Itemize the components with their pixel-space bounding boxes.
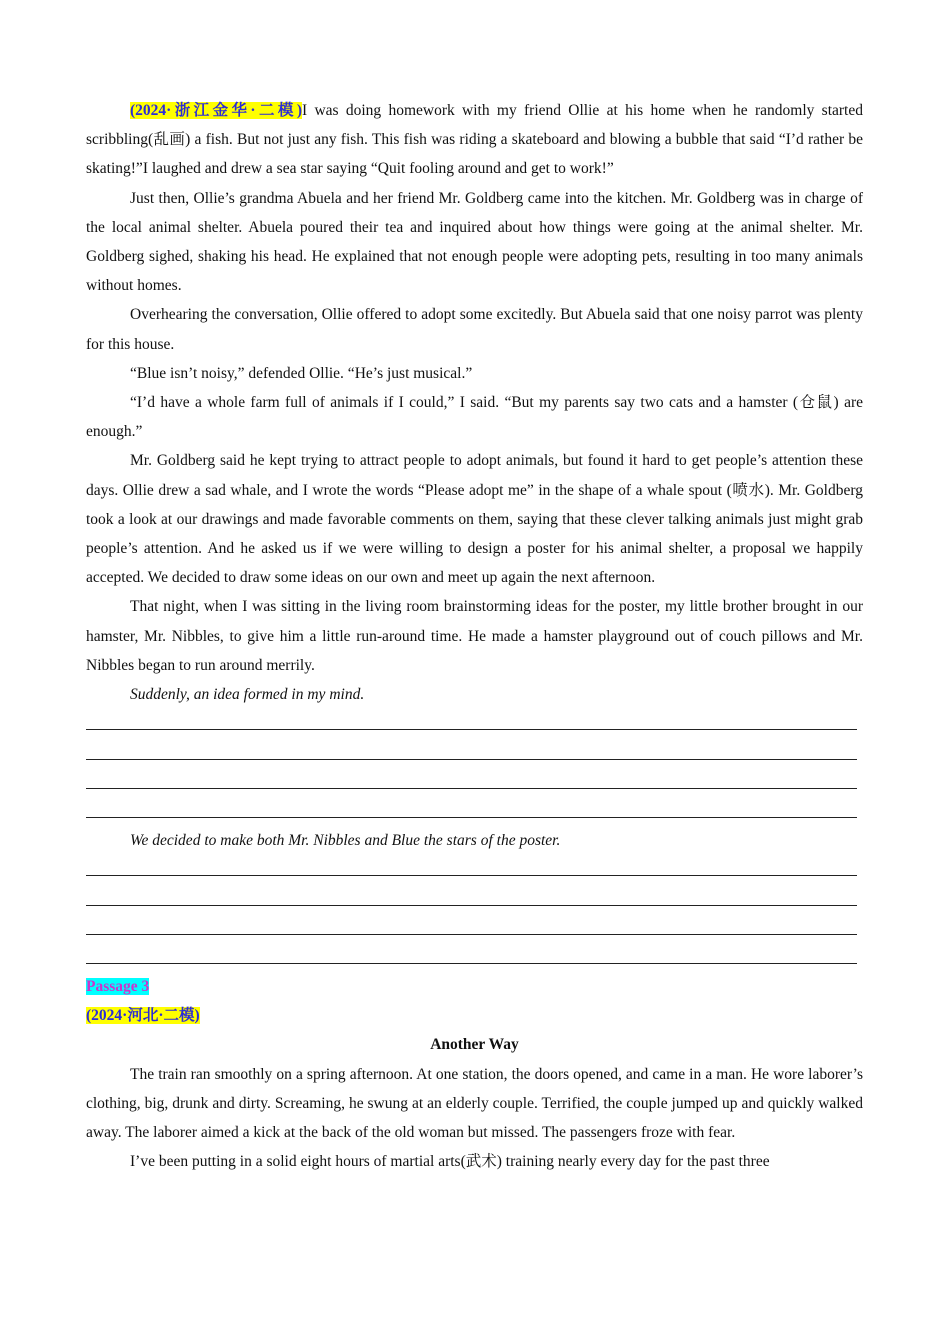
passage3-paragraph-2: I’ve been putting in a solid eight hours of martial arts(武术) training nearly every day for the past three [130, 1153, 770, 1171]
passage3-paragraph-1: The train ran smoothly on a spring afternoon. At one station, the doors opened, and came in a man. He wore laborer’s clothing, big, drunk and dirty. Screaming, he swung at an elderly couple. Terrified, the couple jumped up and quickly walked away. The laborer aimed a kick at the back of the old woman but missed. The passengers froze with fear. [86, 1065, 863, 1141]
answer-line [86, 935, 857, 964]
document-page [86, 96, 863, 1176]
answer-line [86, 760, 857, 789]
source-tag: (2024·河北·二模) [86, 1007, 200, 1025]
source-tag: (2024·浙江金华·二模) [130, 102, 303, 119]
passage3-source-row [86, 1001, 863, 1030]
passage-label: Passage 3 [86, 977, 150, 995]
answer-lines-1 [86, 709, 863, 826]
answer-line [86, 789, 857, 818]
continuation-prompt-1: Suddenly, an idea formed in my mind. [130, 686, 365, 704]
answer-line [86, 876, 857, 905]
paragraph-text: I was doing homework with my friend Ollie at his home when he randomly started scribbling(乱画) a fish. But not just any fish. This fish was riding a skateboard and blowing a bubble that said “I’d rather be skating!”I laughed and drew a sea star saying “Quit fooling around and get to work!” [86, 102, 863, 178]
continuation-prompt-2: We decided to make both Mr. Nibbles and Blue the stars of the poster. [130, 832, 561, 850]
answer-lines-2 [86, 855, 863, 972]
passage2-paragraph-5: “I’d have a whole farm full of animals if I could,” I said. “But my parents say two cats and a hamster (仓鼠) are enough.” [86, 394, 863, 441]
passage2-paragraph-3: Overhearing the conversation, Ollie offered to adopt some excitedly. But Abuela said that one noisy parrot was plenty for this house. [86, 306, 863, 353]
passage2-paragraph-4: “Blue isn’t noisy,” defended Ollie. “He’s just musical.” [130, 364, 473, 382]
passage2-paragraph-1 [86, 96, 863, 184]
passage3-title: Another Way [430, 1036, 519, 1054]
answer-line [86, 730, 857, 759]
passage2-paragraph-7: That night, when I was sitting in the living room brainstorming ideas for the poster, my little brother brought in our hamster, Mr. Nibbles, to give him a little run-around time. He made a hamster playground out of couch pillows and Mr. Nibbles began to run around merrily. [86, 598, 863, 674]
passage2-paragraph-2: Just then, Ollie’s grandma Abuela and her friend Mr. Goldberg came into the kitchen. Mr. Goldberg was in charge of the local animal shelter. Abuela poured their tea and inquired about how things were going at the animal shelter. Mr. Goldberg sighed, shaking his head. He explained that not enough people were adopting pets, resulting in too many animals without homes. [86, 189, 863, 295]
passage2-paragraph-6: Mr. Goldberg said he kept trying to attract people to adopt animals, but found it hard to get people’s attention these days. Ollie drew a sad whale, and I wrote the words “Please adopt me” in the shape of a whale spout (喷水). Mr. Goldberg took a look at our drawings and made favorable comments on them, saying that these clever talking animals just might grab people’s attention. And he asked us if we were willing to design a poster for his animal shelter, a proposal we happily accepted. We decided to draw some ideas on our own and meet up again the next afternoon. [86, 452, 863, 587]
answer-line [86, 847, 857, 876]
answer-line [86, 906, 857, 935]
answer-line [86, 701, 857, 730]
passage3-label-row [86, 972, 863, 1001]
